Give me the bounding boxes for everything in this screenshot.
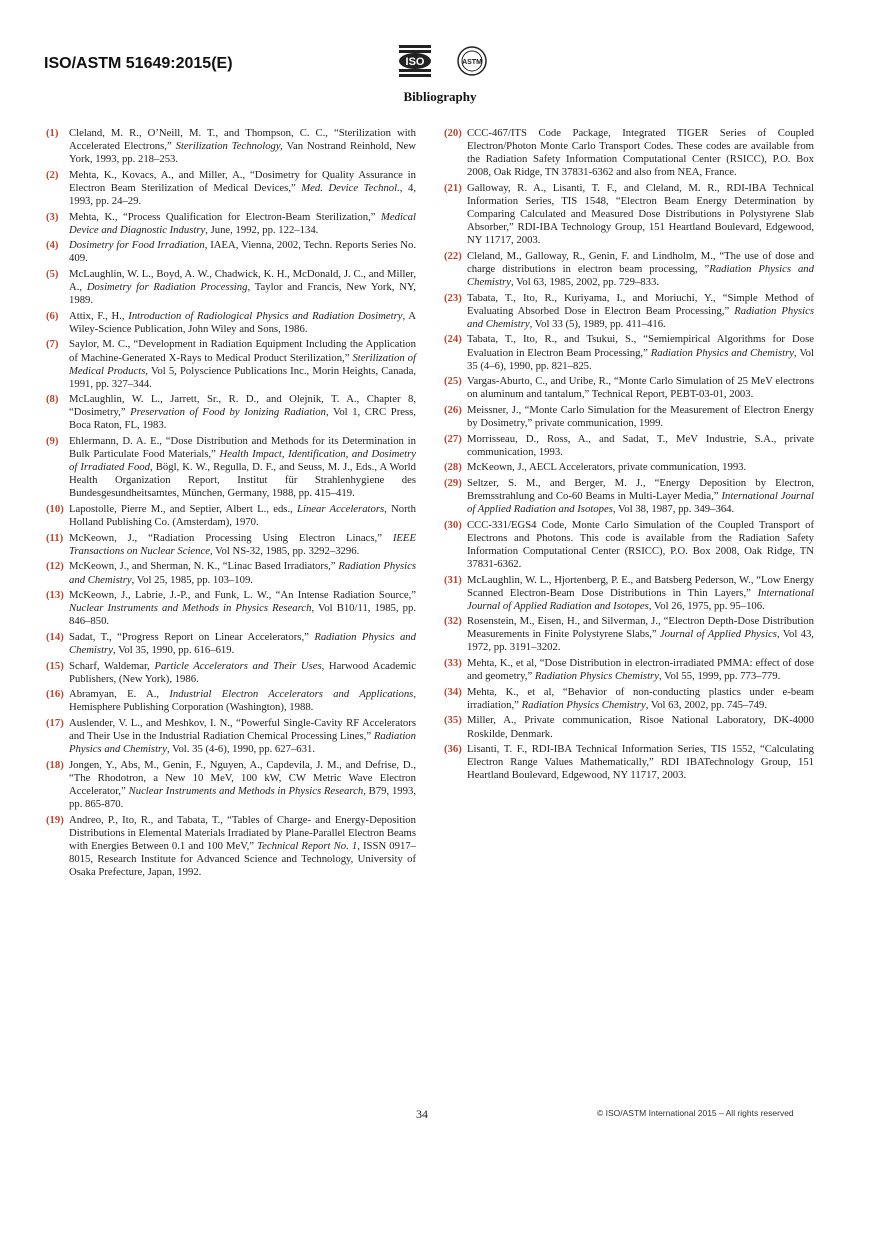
reference-number: (8) [46,393,59,406]
page-number: 34 [416,1107,428,1121]
reference-number: (20) [444,127,462,139]
astm-logo-text: ASTM [462,59,482,66]
reference-text: , Taylor and Francis, New York, NY, 1989. [69,281,416,307]
reference-title: IEEE Transactions on Nuclear Science [69,531,416,557]
reference-item [444,615,814,654]
reference-text: , IAEA, Vienna, 2002, Techn. Reports Series No. 409. [69,239,416,265]
reference-title: Radiation Physics and Chemistry [69,560,417,586]
reference-number: (3) [46,210,59,223]
reference-text: Galloway, R. A., Lisanti, T. F., and Cleland, M. R., RDI-IBA Technical Information Series, TIS 1548, “Electron Beam Energy Determination by Comparing Calculated and Measured Dose Distributions in Polystyrene Slab Absorber,” RDI-IBA Technology Group, 151 Heartland Boulevard, Edgewood, NY 11717, 2003. [467,181,814,247]
reference-text: Mehta, K., et al, “Dose Distribution in electron-irradiated PMMA: effect of dose and geometry,” [467,657,814,683]
reference-text: Vargas-Aburto, C., and Uribe, R., “Monte Carlo Simulation of 25 MeV electrons on aluminum and tantalum,” Technical Report, PEBT-03-01, 2003. [467,375,814,401]
reference-item [46,560,416,586]
reference-text: , Vol 35, 1990, pp. 616–619. [112,643,235,656]
reference-text: Mehta, K., Kovacs, A., and Miller, A., “Dosimetry for Quality Assurance in Electron Beam Sterilization of Medical Devices,” [69,168,416,194]
reference-number: (5) [46,267,59,280]
reference-text: Miller, A., Private communication, Risoe National Laboratory, DK-4000 Roskilde, Denmark. [467,714,814,740]
reference-text: Abramyan, E. A., [69,688,170,701]
reference-number: (33) [444,657,462,670]
reference-number: (13) [46,589,64,602]
reference-text: Tabata, T., Ito, R., and Tsukui, S., “Semiempirical Algorithms for Dose Evaluation in Electron Beam Processing,” [467,333,814,359]
reference-title: Radiation Physics and Chemistry [650,346,795,359]
reference-number: (29) [444,476,462,489]
reference-number: (11) [46,531,64,544]
reference-item [444,404,814,430]
astm-logo-icon [458,47,486,75]
reference-number: (2) [46,168,59,181]
reference-number: (32) [444,615,462,628]
references-right-column [444,127,814,785]
reference-text: Ehlermann, D. A. E., “Dose Distribution and Methods for its Determination in Bulk Particulate Food Materials,” [69,435,416,461]
header-logos [398,42,494,82]
reference-text: Auslender, V. L., and Meshkov, I. N., “Powerful Single-Cavity RF Accelerators and Their Use in the Industrial Radiation Chemical Processing Lines,” [69,716,416,743]
reference-text: , June, 1992, pp. 122–134. [205,223,319,236]
reference-number: (6) [46,309,59,322]
reference-title: Med. Device Technol. [301,181,400,194]
reference-title: Particle Accelerators and Their Uses [154,659,322,672]
reference-title: Journal of Applied Physics [659,628,777,641]
reference-item [46,503,416,529]
reference-text: Tabata, T., Ito, R., Kuriyama, I., and Moriuchi, Y., “Simple Method of Evaluating Absorbed Dose in Electron Beam Processing,” [467,291,814,317]
reference-text: , Hemisphere Publishing Corporation (Washington), 1988. [69,688,417,714]
reference-text: McLaughlin, W. L., Jarrett, Sr., R. D., and Olejnik, T. A., Chapter 8, “Dosimetry,” [69,393,416,419]
reference-number: (27) [444,432,462,445]
reference-number: (19) [46,813,64,826]
reference-text: McLaughlin, W. L., Hjortenberg, P. E., and Batsberg Pederson, W., “Low Energy Scanned Electron-Beam Dose Distributions in Thin Layers,” [467,573,814,599]
reference-number: (9) [46,435,59,448]
reference-text: , Vol 43, 1972, pp. 3191–3202. [467,628,814,654]
reference-item [444,519,814,571]
reference-item [46,169,416,208]
reference-number: (36) [444,743,462,756]
reference-item [46,688,416,714]
reference-text: McKeown, J., and Sherman, N. K., “Linac Based Irradiators,” [69,560,339,573]
reference-item [46,631,416,657]
reference-text: CCC-331/EGS4 Code, Monte Carlo Simulation of the Coupled Transport of Electrons and Photons. This code is available from the Radiation Safety Information Computational Center (RSICC), P.O. Box 2008, Oak Ridge, TN 37831-6362. [467,518,814,570]
reference-number: (25) [444,375,462,388]
reference-text: Lisanti, T. F., RDI-IBA Technical Information Series, TIS 1552, “Calculating Electron Range Values Mathematically,” RDI IBATechnology Group, 151 Heartland Boulevard, Edgewood, NY 11717, 2003. [467,743,814,782]
reference-text: , Vol. 35 (4-6), 1990, pp. 627–631. [166,743,316,756]
reference-number: (26) [444,403,462,416]
reference-item [46,127,416,166]
reference-text: Cleland, M. R., O’Neill, M. T., and Thompson, C. C., “Sterilization with Accelerated Electrons,” [69,127,416,153]
reference-text: CCC-467/ITS Code Package, Integrated TIGER Series of Coupled Electron/Photon Monte Carlo Transport Codes. These codes are available from the Radiation Safety Information Computational Center (RSICC), P.O. Box 2008, Oak Ridge, TN 37831-6362 and also from NEA, France. [467,127,814,179]
reference-number: (31) [444,573,462,586]
reference-text: , B79, 1993, pp. 865-870. [69,784,416,810]
reference-text: McKeown, J., AECL Accelerators, private communication, 1993. [467,461,747,474]
reference-item [46,814,416,879]
reference-text: Meissner, J., “Monte Carlo Simulation for the Measurement of Electron Energy by Dosimetry,” private communication, 1999. [467,403,814,429]
reference-text: , Vol 63, 1985, 2002, pp. 729–833. [510,276,659,289]
reference-title: Dosimetry for Radiation Processing [86,281,248,294]
reference-item [46,239,416,265]
reference-item [46,393,416,432]
reference-item [46,211,416,237]
reference-item [444,686,814,712]
reference-text: Seltzer, S. M., and Berger, M. J., “Energy Deposition by Electron, Bremsstrahlung and Co-60 Beams in Multi-Layer Media,” [467,476,814,502]
reference-number: (34) [444,685,462,698]
reference-text: Lapostolle, Pierre M., and Septier, Albert L., eds., [69,503,298,516]
reference-item [444,375,814,401]
reference-number: (4) [46,239,59,252]
reference-text: Cleland, M., Galloway, R., Genin, F. and Lindholm, M., “The use of dose and charge distributions in electron beam processing, ” [467,249,814,275]
reference-item [444,250,814,289]
standard-id: ISO/ASTM 51649:2015(E) [44,55,233,72]
reference-text: , Harwood Academic Publishers, (New York), 1986. [69,659,416,685]
reference-title: Health Impact, Identification, and Dosimetry of Irradiated Food [69,448,417,474]
reference-text: Mehta, K., “Process Qualification for Electron-Beam Sterilization,” [69,210,381,223]
reference-number: (16) [46,688,64,701]
reference-text: , Vol 38, 1987, pp. 349–364. [612,503,735,516]
iso-logo-icon [398,44,432,78]
reference-text: , ISSN 0917–8015, Research Institute for Advanced Science and Technology, University of Osaka Prefecture, Japan, 1992. [69,839,416,878]
reference-number: (7) [46,338,59,351]
reference-item [444,292,814,331]
reference-title: Sterilization Technology, [175,140,283,153]
copyright-notice: © ISO/ASTM International 2015 – All rights reserved [597,1108,794,1118]
reference-title: Nuclear Instruments and Methods in Physics Research [69,602,312,615]
reference-title: Industrial Electron Accelerators and Applications [169,688,414,701]
reference-item [444,433,814,459]
reference-text: , Vol B10/11, 1985, pp. 846–850. [69,602,416,628]
reference-text: , 4, 1993, pp. 24–29. [69,181,416,207]
reference-title: Sterilization of Medical Products [69,351,416,377]
reference-item [46,717,416,756]
reference-title: International Journal of Applied Radiation and Isotopes [467,586,814,612]
reference-title: Technical Report No. 1 [257,839,358,852]
reference-item [46,435,416,500]
references-left-column [46,127,416,882]
reference-text: Sadat, T., “Progress Report on Linear Accelerators,” [69,630,315,643]
reference-item [46,589,416,628]
reference-item [46,310,416,336]
reference-text: Attix, F., H., [69,309,129,322]
bibliography-title: Bibliography [403,89,477,104]
reference-item [444,657,814,683]
reference-title: International Journal of Applied Radiation and Isotopes [467,489,814,516]
reference-item [444,127,814,179]
reference-number: (18) [46,758,64,771]
reference-title: Linear Accelerators [297,503,385,516]
reference-title: Nuclear Instruments and Methods in Physics Research [128,784,364,797]
reference-number: (1) [46,127,59,139]
reference-text: Morrisseau, D., Ross, A., and Sadat, T., MeV Industrie, S.A., private communication, 1993. [467,432,814,458]
reference-text: , Vol 26, 1975, pp. 95–106. [648,599,765,612]
reference-item [444,743,814,782]
reference-item [46,268,416,307]
reference-number: (24) [444,333,462,346]
reference-title: Medical Device and Diagnostic Industry [69,210,416,236]
reference-item [444,461,814,474]
reference-text: Andreo, P., Ito, R., and Tabata, T., “Tables of Charge- and Energy-Deposition Distributions in Elemental Materials Irradiated by Plane-Parallel Electron Beams with Energies Between 0.1 and 100 MeV,” [69,813,416,852]
reference-title: Radiation Physics and Chemistry [69,630,416,656]
reference-text: , Vol 63, 2002, pp. 745–749. [645,698,768,711]
reference-title: Radiation Physics Chemistry [534,670,659,683]
reference-item [444,477,814,516]
reference-text: , Vol 5, Polyscience Publications Inc., Morin Heights, Canada, 1991, pp. 327–344. [69,364,416,390]
reference-title: Radiation Physics and Chemistry [467,304,814,330]
reference-text: , Vol 33 (5), 1989, pp. 411–416. [529,317,666,330]
iso-logo-text: ISO [405,56,425,68]
reference-text: Saylor, M. C., “Development in Radiation Equipment Including the Application of Machine-Generated X-Rays to Medical Product Sterilization,” [69,338,416,364]
reference-title: Preservation of Food by Ionizing Radiation [130,406,326,419]
reference-text: McKeown, J., Labrie, J.-P., and Funk, L. W., “An Intense Radiation Source,” [69,589,416,602]
reference-text: , North Holland Publishing Co. (Amsterdam), 1970. [69,503,416,529]
reference-text: McLaughlin, W. L., Boyd, A. W., Chadwick, K. H., McDonald, J. C., and Miller, A., [69,267,416,294]
reference-title: Introduction of Radiological Physics and Radiation Dosimetry [128,309,403,322]
reference-text: , Vol 25, 1985, pp. 103–109. [131,573,253,586]
reference-title: Radiation Physics and Chemistry [467,262,814,289]
reference-item [46,660,416,686]
reference-item [444,574,814,613]
reference-number: (35) [444,714,462,727]
reference-number: (10) [46,503,64,516]
reference-number: (15) [46,659,64,672]
reference-title: Radiation Physics and Chemistry [69,730,416,756]
reference-number: (12) [46,560,64,573]
reference-number: (21) [444,181,462,194]
reference-text: Scharf, Waldemar, [69,659,155,672]
reference-text: , Vol NS-32, 1985, pp. 3292–3296. [210,544,360,557]
reference-item [46,532,416,558]
reference-text: Jongen, Y., Abs, M., Genin, F., Nguyen, A., Capdevila, J. M., and Defrise, D., “The Rhodotron, a New 10 MeV, 100 kW, CW Metric Wave Electron Accelerator,” [69,758,416,797]
reference-text: , Vol 55, 1999, pp. 773–779. [658,670,781,683]
reference-text: , A Wiley-Science Publication, John Wiley and Sons, 1986. [69,309,416,335]
reference-text: Rosenstein, M., Eisen, H., and Silverman, J., “Electron Depth-Dose Distribution Measurements in Finite Polystyrene Slabs,” [467,615,814,641]
reference-item [46,759,416,811]
reference-text: , Vol 35 (4–6), 1990, pp. 821–825. [467,346,814,372]
reference-number: (14) [46,630,64,643]
reference-text: , Vol 1, CRC Press, Boca Raton, FL, 1983. [69,406,416,432]
reference-item [444,714,814,740]
reference-number: (17) [46,716,64,729]
reference-text: Mehta, K., et al, “Behavior of non-conducting plastics under e-beam irradiation,” [467,685,814,711]
reference-number: (23) [444,291,462,304]
reference-number: (22) [444,249,462,262]
reference-title: Radiation Physics Chemistry [521,698,646,711]
reference-number: (28) [444,461,462,474]
reference-item [444,333,814,372]
reference-item [444,182,814,247]
reference-item [46,338,416,390]
reference-text: Van Nostrand Reinhold, New York, 1993, pp. 218–253. [69,140,416,166]
reference-title: Dosimetry for Food Irradiation [69,239,205,252]
reference-number: (30) [444,518,462,531]
reference-text: , Bögl, K. W., Regulla, D. F., and Seuss, M. J., Eds., A World Health Organization Report, Institut für Strahlenhygiene des Bundesgesundheitsamtes, München, Germany, 1988, pp. 415–419. [69,461,416,500]
reference-text: McKeown, J., “Radiation Processing Using Electron Linacs,” [69,531,393,544]
